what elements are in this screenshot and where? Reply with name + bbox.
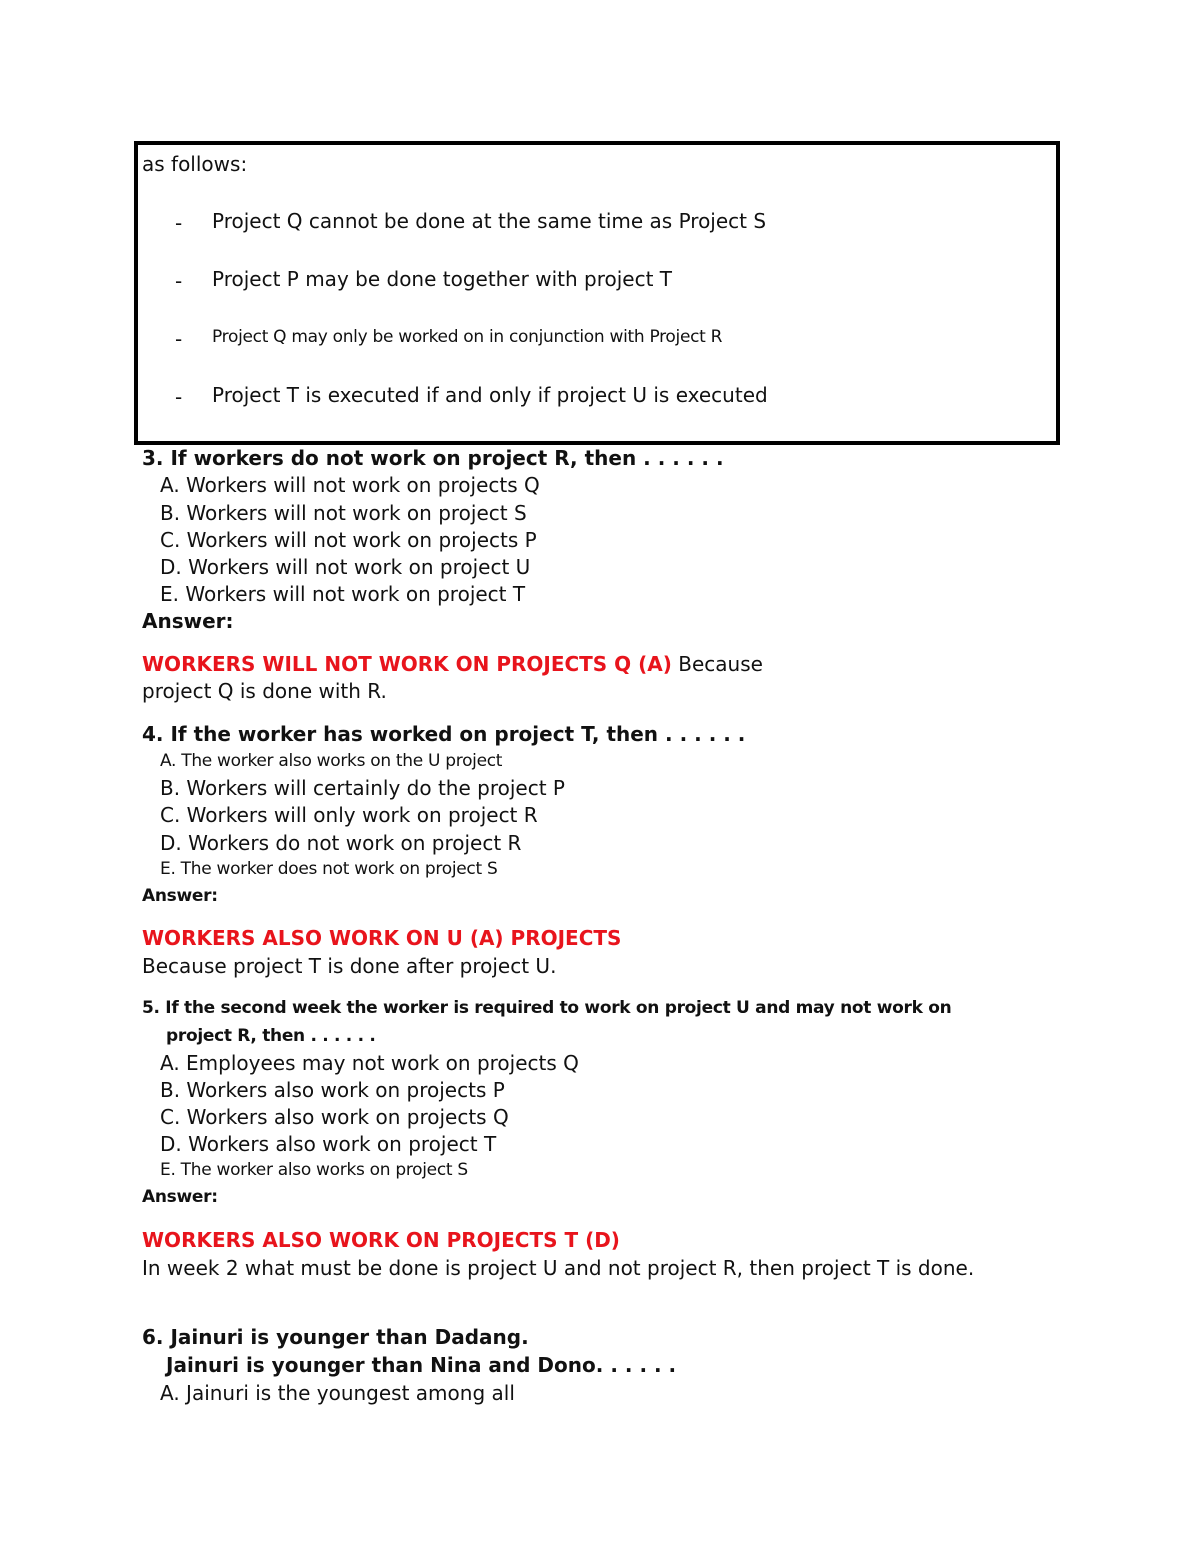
- q5-option-a: A. Employees may not work on projects Q: [160, 1051, 579, 1075]
- q5-option-b: B. Workers also work on projects P: [160, 1078, 505, 1102]
- q5-option-e: E. The worker also works on project S: [160, 1160, 468, 1180]
- question-4: 4. If the worker has worked on project T, then . . . . . .: [142, 722, 746, 746]
- q4-explanation: Because project T is done after project U.: [142, 954, 557, 978]
- q3-answer: [142, 654, 763, 674]
- q3-option-a: A. Workers will not work on projects Q: [160, 473, 540, 497]
- rule-bullet: -: [175, 269, 183, 293]
- q3-option-b: B. Workers will not work on project S: [160, 501, 527, 525]
- q3-answer-highlight: WORKERS WILL NOT WORK ON PROJECTS Q (A): [142, 652, 672, 676]
- rule-4: Project T is executed if and only if project U is executed: [212, 383, 768, 407]
- question-3: 3. If workers do not work on project R, then . . . . . .: [142, 446, 724, 470]
- rule-3: Project Q may only be worked on in conjunction with Project R: [212, 327, 723, 347]
- q4-answer-highlight: WORKERS ALSO WORK ON U (A) PROJECTS: [142, 926, 622, 950]
- q3-option-d: D. Workers will not work on project U: [160, 555, 531, 579]
- q5-explanation: In week 2 what must be done is project U and not project R, then project T is done.: [142, 1256, 975, 1280]
- rule-bullet: -: [175, 385, 183, 409]
- q4-option-c: C. Workers will only work on project R: [160, 803, 538, 827]
- q5-answer-highlight: WORKERS ALSO WORK ON PROJECTS T (D): [142, 1228, 620, 1252]
- q3-answer-label: Answer:: [142, 609, 234, 633]
- q3-option-e: E. Workers will not work on project T: [160, 582, 526, 606]
- q4-option-b: B. Workers will certainly do the project P: [160, 776, 565, 800]
- question-6-line-1: 6. Jainuri is younger than Dadang.: [142, 1325, 529, 1349]
- q5-answer-label: Answer:: [142, 1187, 218, 1207]
- q5-option-d: D. Workers also work on project T: [160, 1132, 497, 1156]
- rule-2: Project P may be done together with project T: [212, 267, 673, 291]
- q4-option-a: A. The worker also works on the U project: [160, 751, 503, 771]
- box-intro: as follows:: [142, 152, 248, 176]
- rule-bullet: -: [175, 211, 183, 235]
- q3-explanation: project Q is done with R.: [142, 679, 387, 703]
- question-5-line-1: 5. If the second week the worker is required to work on project U and may not work on: [142, 998, 952, 1018]
- q4-option-e: E. The worker does not work on project S: [160, 859, 498, 879]
- q5-option-c: C. Workers also work on projects Q: [160, 1105, 509, 1129]
- question-6-line-2: Jainuri is younger than Nina and Dono. . . . . .: [166, 1353, 677, 1377]
- q3-option-c: C. Workers will not work on projects P: [160, 528, 537, 552]
- rule-bullet: -: [175, 327, 183, 351]
- rule-1: Project Q cannot be done at the same time as Project S: [212, 209, 767, 233]
- q4-option-d: D. Workers do not work on project R: [160, 831, 522, 855]
- q6-option-a: A. Jainuri is the youngest among all: [160, 1381, 515, 1405]
- question-5-line-2: project R, then . . . . . .: [166, 1026, 376, 1046]
- q3-answer-tail: Because: [671, 652, 763, 676]
- q4-answer-label: Answer:: [142, 886, 218, 906]
